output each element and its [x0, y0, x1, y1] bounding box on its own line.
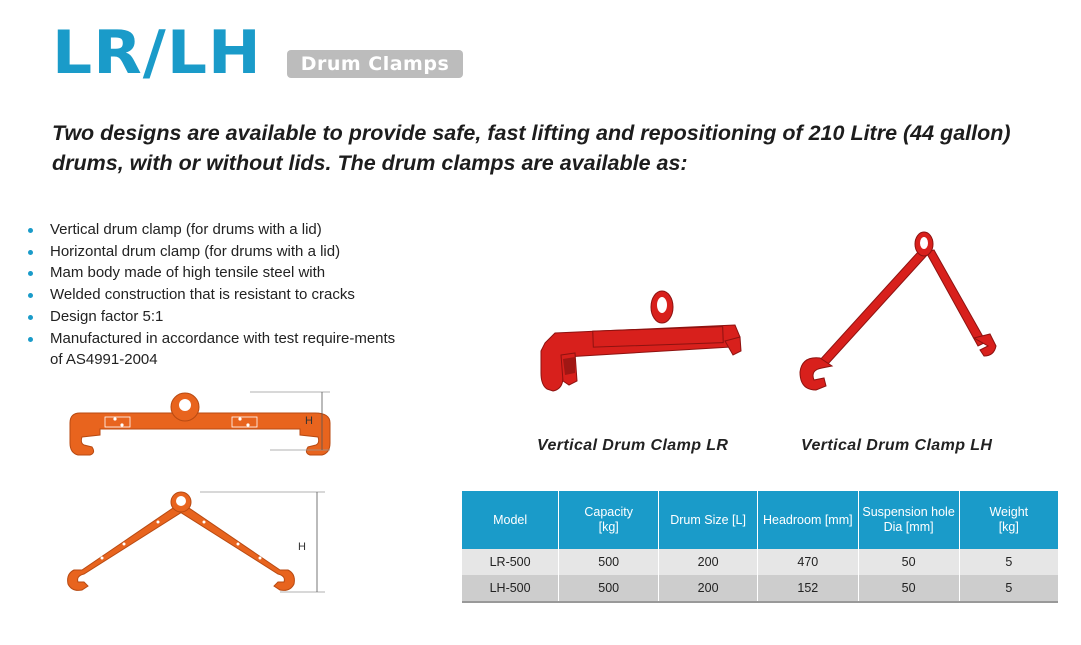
- table-row: [462, 549, 1058, 575]
- table-row: [462, 575, 1058, 602]
- list-item: Manufactured in accordance with test require-ments of AS4991-2004: [28, 328, 408, 371]
- feature-list: [28, 219, 408, 371]
- intro-text: Two designs are available to provide safe, fast lifting and repositioning of 210 Litre (44 gallon) drums, with or without lids. The drum clamps are available as:: [52, 121, 1011, 175]
- category-badge: Drum Clamps: [287, 50, 463, 78]
- bullet-icon: [28, 250, 33, 255]
- table-cell: 5: [959, 575, 1058, 602]
- table-cell: 500: [559, 549, 659, 575]
- table-cell: 152: [758, 575, 859, 602]
- bullet-icon: [28, 315, 33, 320]
- table-header-row: [462, 491, 1058, 549]
- lh-dimension-label: H: [298, 541, 306, 553]
- lr-dimension-label: H: [305, 415, 313, 427]
- table-cell: 50: [858, 549, 959, 575]
- product-logo: LR/LH: [52, 18, 262, 88]
- table-cell: 470: [758, 549, 859, 575]
- list-item: Horizontal drum clamp (for drums with a lid): [28, 241, 408, 263]
- bullet-icon: [28, 271, 33, 276]
- col-header-weight: Weight [kg]: [959, 491, 1058, 549]
- lr-dimension-line: [250, 388, 340, 458]
- list-item: Welded construction that is resistant to cracks: [28, 284, 408, 306]
- table-cell: LH-500: [462, 575, 559, 602]
- bullet-icon: [28, 337, 33, 342]
- list-item: Mam body made of high tensile steel with: [28, 262, 408, 284]
- col-header-headroom: Headroom [mm]: [758, 491, 859, 549]
- spec-table: [462, 491, 1058, 603]
- lh-caption: Vertical Drum Clamp LH: [801, 437, 993, 454]
- bullet-icon: [28, 228, 33, 233]
- table-cell: LR-500: [462, 549, 559, 575]
- lh-clamp-photo: [790, 230, 1000, 395]
- table-cell: 200: [659, 575, 758, 602]
- table-cell: 200: [659, 549, 758, 575]
- table-cell: 500: [559, 575, 659, 602]
- table-cell: 5: [959, 549, 1058, 575]
- col-header-drum-size: Drum Size [L]: [659, 491, 758, 549]
- lh-dimension-line: [200, 488, 330, 598]
- table-cell: 50: [858, 575, 959, 602]
- lr-clamp-photo: [535, 285, 750, 400]
- list-item: Vertical drum clamp (for drums with a lid): [28, 219, 408, 241]
- bullet-icon: [28, 293, 33, 298]
- lr-caption: Vertical Drum Clamp LR: [537, 437, 729, 454]
- col-header-capacity: Capacity [kg]: [559, 491, 659, 549]
- col-header-model: Model: [462, 491, 559, 549]
- col-header-suspension-hole: Suspension hole Dia [mm]: [858, 491, 959, 549]
- list-item: Design factor 5:1: [28, 306, 408, 328]
